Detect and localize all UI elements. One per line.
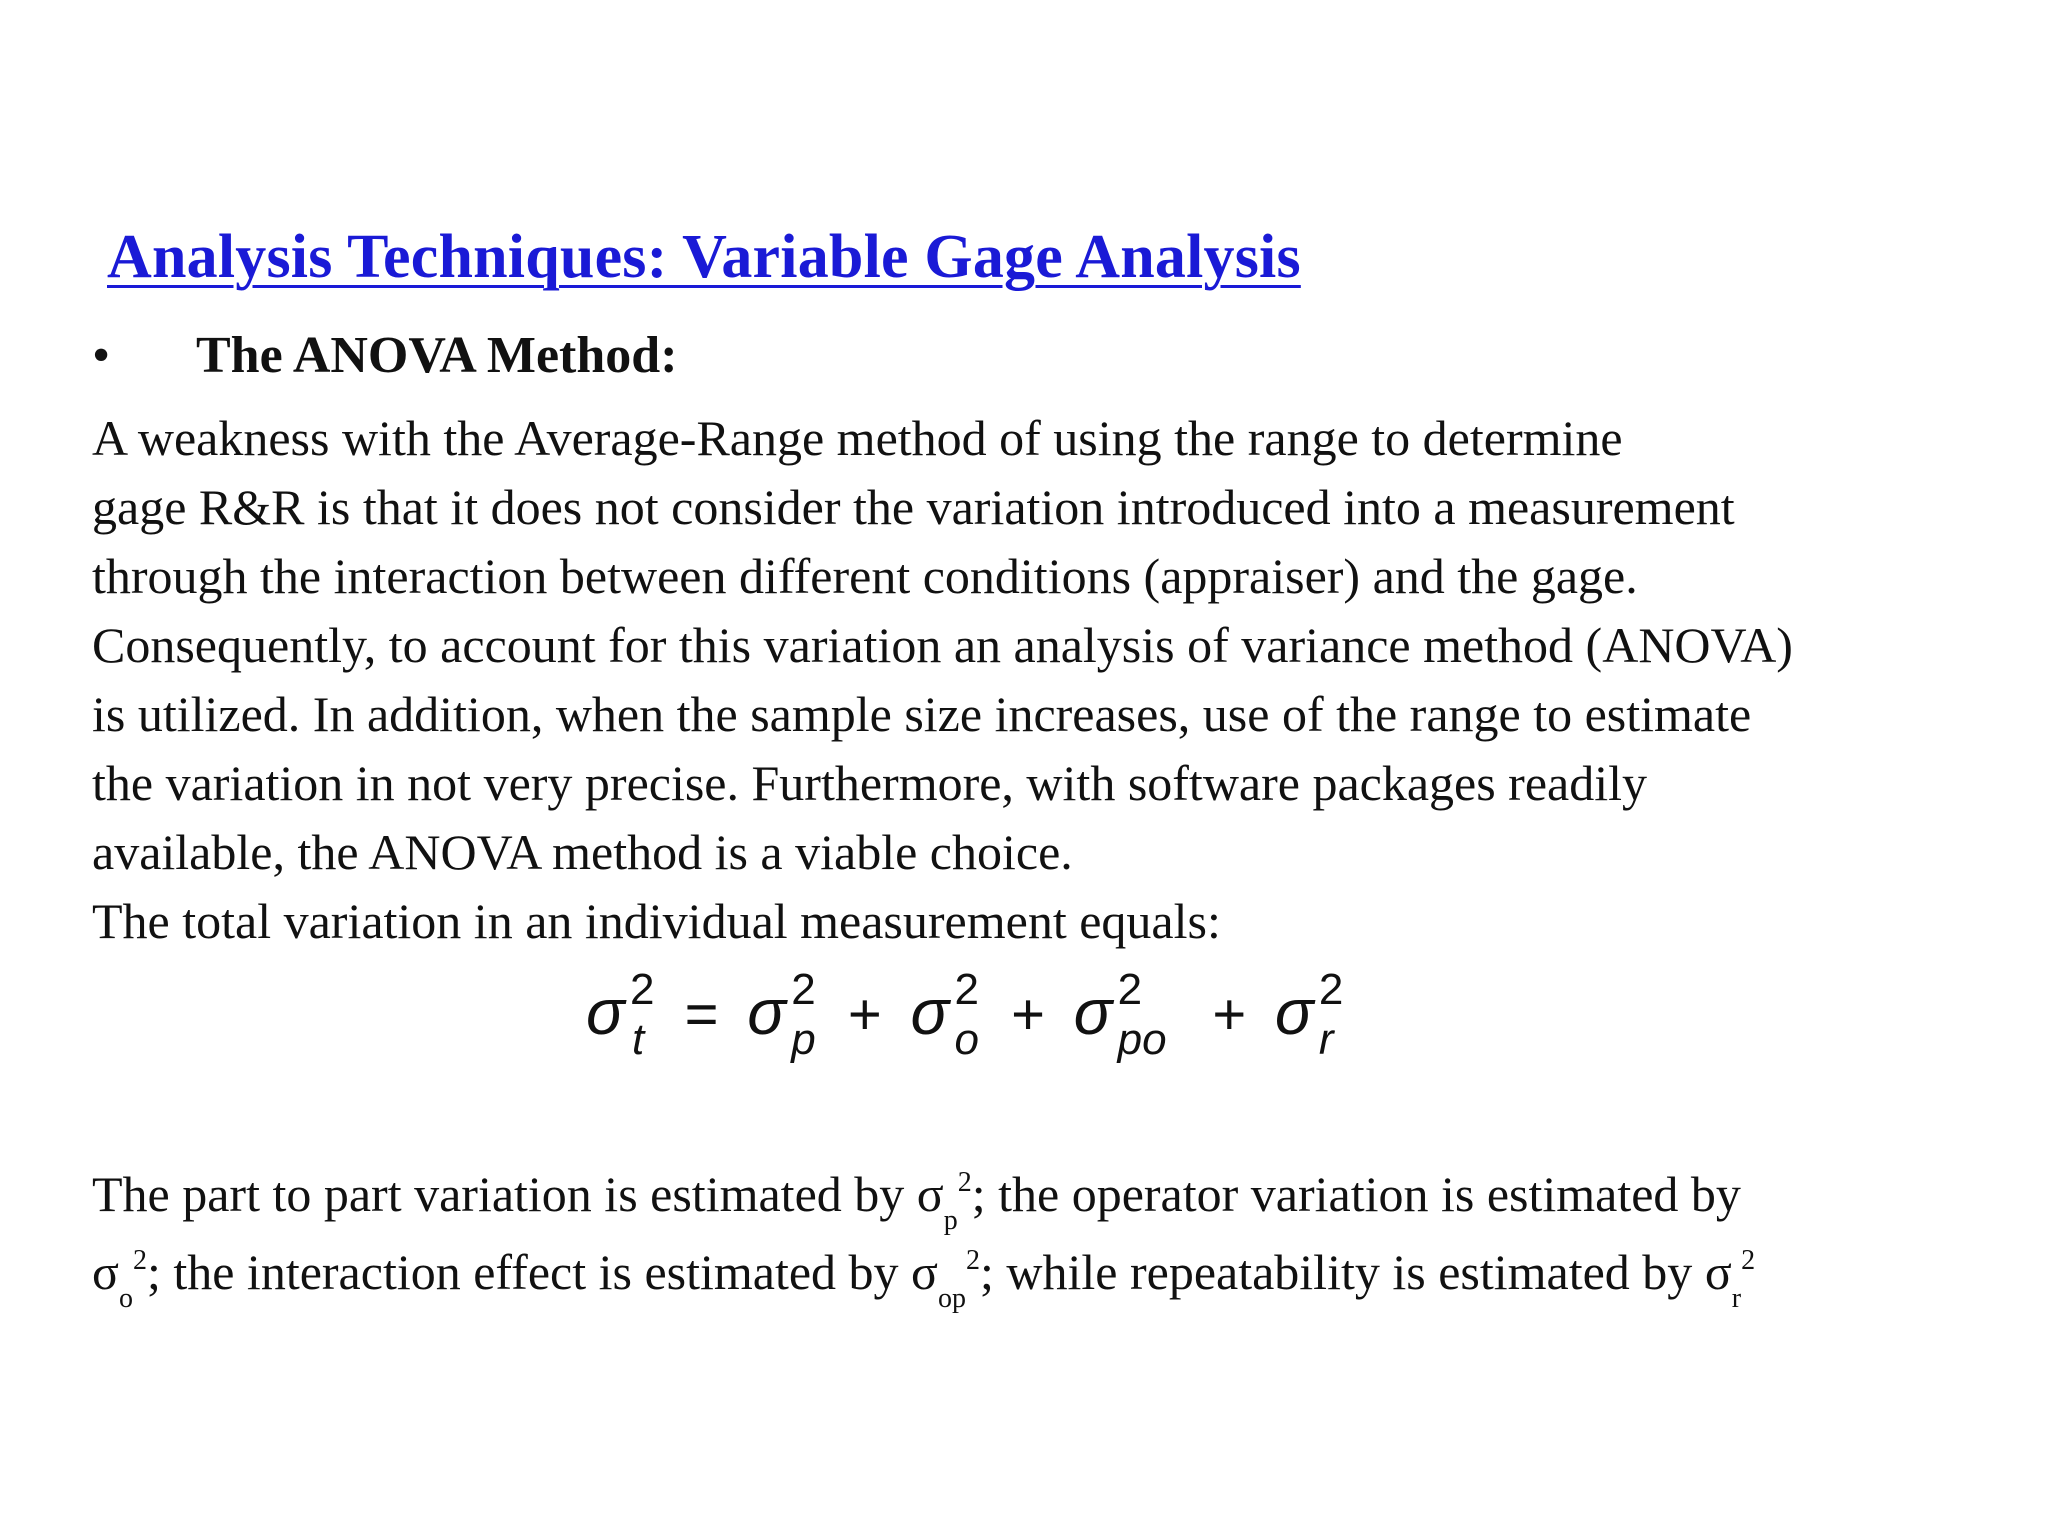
sym-power: 2 <box>132 1245 147 1276</box>
explanation-text: ; while repeatability is estimated by <box>980 1244 1705 1300</box>
bullet-item <box>92 326 678 385</box>
eq-subscript: o <box>954 1015 979 1064</box>
sigma-p-squared <box>917 1155 972 1242</box>
sigma-symbol: σ <box>586 976 625 1048</box>
bullet-label: The ANOVA Method: <box>196 327 678 384</box>
eq-power: 2 <box>630 965 655 1014</box>
eq-term-operator <box>910 965 982 1064</box>
explanation-text: The part to part variation is estimated by <box>92 1166 917 1222</box>
sym-power: 2 <box>966 1245 980 1276</box>
explanation-paragraph <box>92 1155 2042 1314</box>
eq-term-part <box>747 965 819 1064</box>
explanation-text: ; the interaction effect is estimated by <box>146 1244 912 1300</box>
paragraph-line: through the interaction between different conditions (appraiser) and the gage. <box>92 548 1638 604</box>
sigma-symbol: σ <box>916 1166 944 1222</box>
eq-power: 2 <box>1117 965 1143 1014</box>
explanation-line <box>92 1155 2042 1236</box>
sigma-symbol: σ <box>910 976 950 1048</box>
sigma-op-squared <box>911 1233 980 1320</box>
eq-subscript: po <box>1117 1015 1167 1064</box>
bullet-icon: • <box>92 327 111 384</box>
plus-sign: + <box>847 982 882 1047</box>
eq-subscript: r <box>1318 1015 1334 1064</box>
plus-sign: + <box>1011 982 1045 1047</box>
sigma-symbol: σ <box>1274 976 1314 1048</box>
sigma-r-squared <box>1705 1233 1755 1320</box>
sigma-o-squared <box>92 1233 147 1320</box>
eq-power: 2 <box>791 965 816 1014</box>
body-paragraph <box>92 404 2042 956</box>
paragraph-line: the variation in not very precise. Furthermore, with software packages readily <box>92 755 1648 811</box>
eq-term-repeatability <box>1274 965 1347 1064</box>
paragraph-line: available, the ANOVA method is a viable choice. <box>92 824 1073 880</box>
sym-subscript: p <box>943 1205 958 1236</box>
eq-term-total <box>586 965 656 1064</box>
eq-term-interaction <box>1073 965 1184 1064</box>
explanation-line <box>92 1233 2042 1314</box>
sym-power: 2 <box>1741 1245 1756 1276</box>
eq-subscript: p <box>791 1015 816 1064</box>
sigma-symbol: σ <box>92 1244 119 1300</box>
paragraph-line: gage R&R is that it does not consider the variation introduced into a measurement <box>92 479 1735 535</box>
eq-power: 2 <box>954 965 979 1014</box>
paragraph-line: A weakness with the Average-Range method of using the range to determine <box>92 410 1623 466</box>
plus-sign: + <box>1212 982 1247 1047</box>
sigma-symbol: σ <box>1704 1244 1732 1300</box>
eq-subscript: t <box>632 1015 645 1064</box>
slide-title: Analysis Techniques: Variable Gage Analysis <box>107 223 1301 291</box>
paragraph-line: is utilized. In addition, when the sample size increases, use of the range to estimate <box>92 686 1752 742</box>
equals-sign: = <box>684 982 719 1047</box>
eq-power: 2 <box>1318 965 1344 1014</box>
explanation-text: ; the operator variation is estimated by <box>971 1166 1741 1222</box>
sigma-symbol: σ <box>1073 976 1113 1048</box>
sym-subscript: o <box>118 1283 133 1314</box>
variance-equation <box>586 965 1347 1085</box>
sym-subscript: op <box>938 1283 966 1314</box>
paragraph-line: Consequently, to account for this variation an analysis of variance method (ANOVA) <box>92 617 1793 673</box>
paragraph-line: The total variation in an individual measurement equals: <box>92 893 1221 949</box>
sigma-symbol: σ <box>747 976 786 1048</box>
sym-power: 2 <box>957 1167 972 1198</box>
sym-subscript: r <box>1731 1283 1742 1314</box>
sigma-symbol: σ <box>911 1244 938 1300</box>
